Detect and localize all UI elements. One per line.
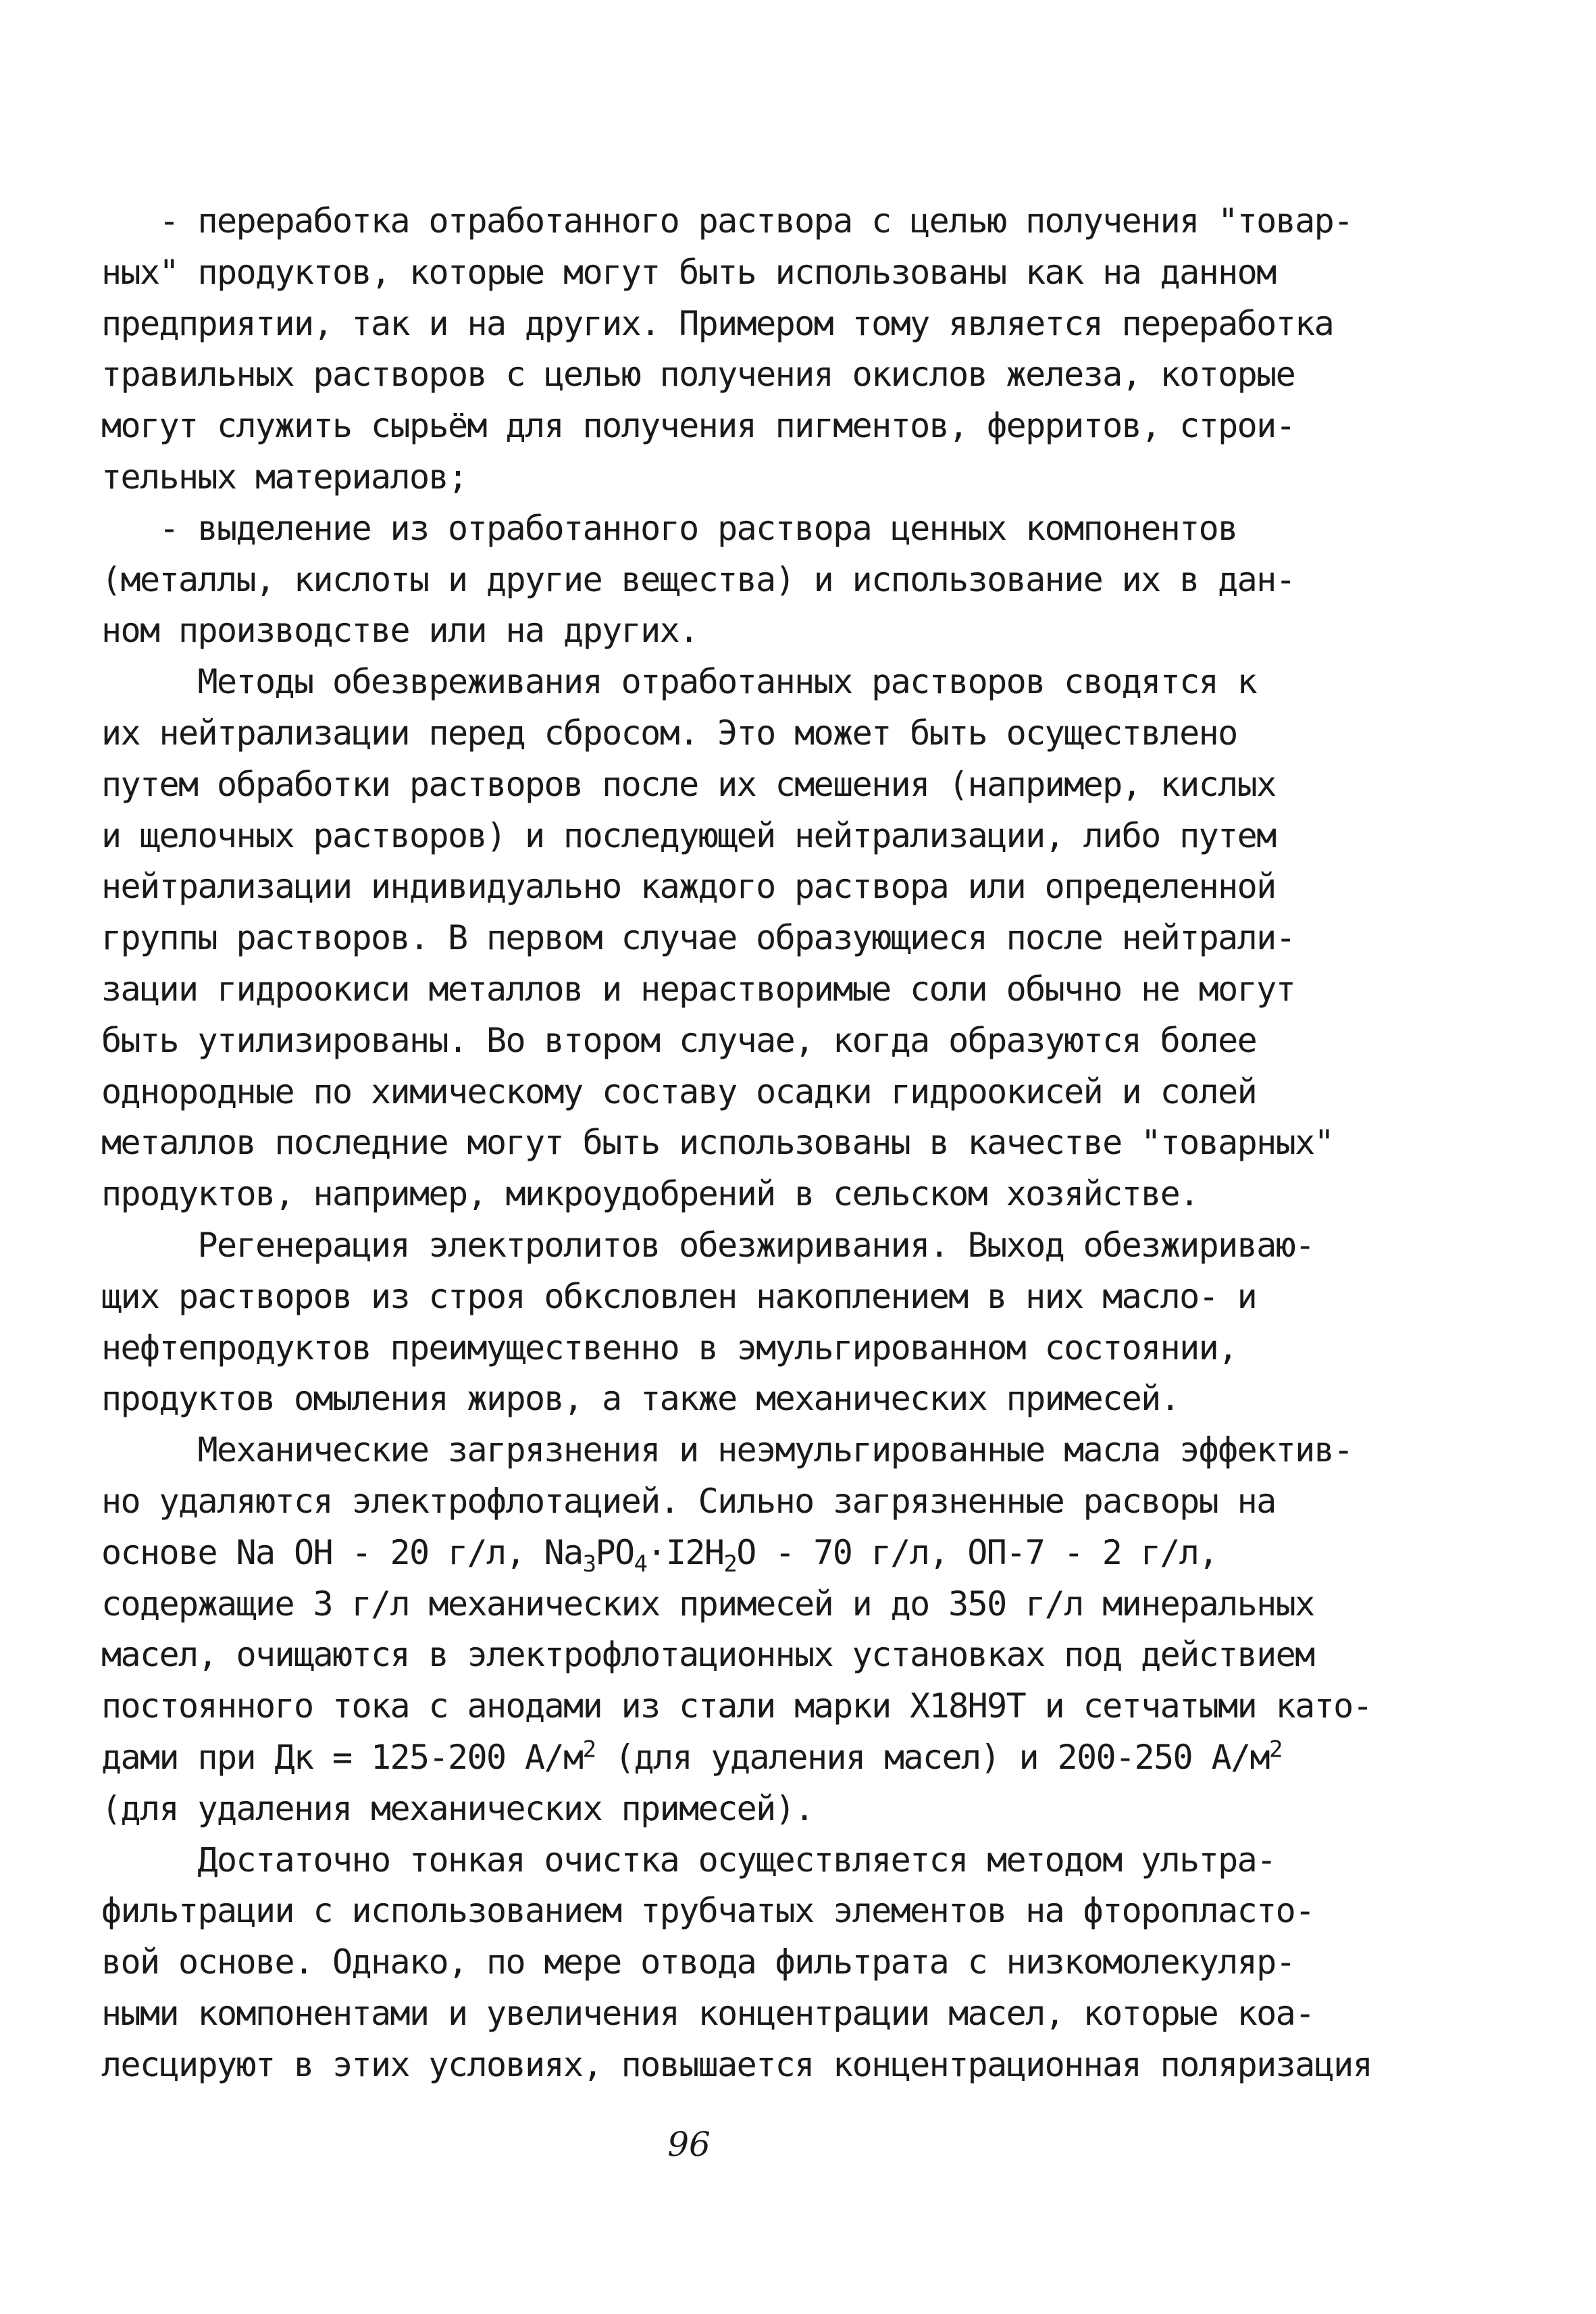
document-body: [101, 196, 1493, 2090]
text-line: группы растворов. В первом случае образующиеся после нейтрали-: [101, 918, 1295, 958]
text-line: Методы обезвреживания отработанных растворов сводятся к: [101, 662, 1257, 702]
text-line: постоянного тока с анодами из стали марки Х18Н9Т и сетчатыми като-: [101, 1686, 1372, 1726]
text-line: тельных материалов;: [101, 457, 467, 497]
text-block-end: [101, 1784, 1493, 2091]
text-line: ном производстве или на других.: [101, 611, 698, 651]
text-line: зации гидроокиси металлов и нерастворимые соли обычно не могут: [101, 969, 1295, 1009]
text-line: (для удаления механических примесей).: [101, 1788, 814, 1828]
text-line: и щелочных растворов) и последующей нейтрализации, либо путем: [101, 815, 1276, 855]
text-block-after-formula: [101, 1579, 1493, 1732]
text-line: содержащие 3 г/л механических примесей и до 350 г/л минеральных: [101, 1584, 1314, 1624]
formula-suffix: O - 70 г/л, ОП-7 - 2 г/л,: [736, 1532, 1218, 1572]
formula-subscript: 2: [723, 1550, 737, 1578]
text-line: их нейтрализации перед сбросом. Это может быть осуществлено: [101, 713, 1237, 753]
text-line: ных" продуктов, которые могут быть использованы как на данном: [101, 252, 1276, 292]
text-line: металлов последние могут быть использованы в качестве "товарных": [101, 1123, 1334, 1163]
text-line: Механические загрязнения и неэмульгированные масла эффектив-: [101, 1430, 1353, 1470]
text-line: однородные по химическому составу осадки гидроокисей и солей: [101, 1072, 1257, 1111]
text-line: продуктов омыления жиров, а также механических примесей.: [101, 1379, 1180, 1419]
text-line: но удаляются электрофлотацией. Сильно загрязненные расворы на: [101, 1481, 1276, 1521]
text-line: фильтрации с использованием трубчатых элементов на фторопласто-: [101, 1891, 1314, 1931]
unit-superscript: 2: [582, 1736, 596, 1763]
text-line: нейтрализации индивидуально каждого раствора или определенной: [101, 867, 1276, 907]
current-prefix: дами при Дк = 125-200 А/м: [101, 1737, 583, 1777]
text-line: ными компонентами и увеличения концентрации масел, которые коа-: [101, 1993, 1314, 2033]
text-line: Достаточно тонкая очистка осуществляется методом ультра-: [101, 1840, 1276, 1880]
text-line: - выделение из отработанного раствора ценных компонентов: [101, 508, 1237, 548]
current-density-line: [101, 1732, 1493, 1784]
text-line: путем обработки растворов после их смешения (например, кислых: [101, 764, 1276, 804]
unit-superscript: 2: [1269, 1736, 1282, 1763]
formula-part: ·I2H: [646, 1532, 724, 1572]
text-line: вой основе. Однако, по мере отвода фильтрата с низкомолекуляр-: [101, 1942, 1295, 1982]
formula-prefix: основе Na OH - 20 г/л, Na: [101, 1532, 583, 1572]
text-line: - переработка отработанного раствора с целью получения "товар-: [101, 201, 1353, 241]
formula-subscript: 3: [582, 1550, 596, 1578]
text-line: щих растворов из строя обксловлен накоплением в них масло- и: [101, 1276, 1257, 1316]
text-block-main: [101, 196, 1493, 1528]
page-number: 96: [667, 2125, 711, 2164]
formula-part: PO: [595, 1532, 634, 1572]
text-line: (металлы, кислоты и другие вещества) и использование их в дан-: [101, 559, 1295, 599]
text-line: Регенерация электролитов обезжиривания. Выход обезжириваю-: [101, 1225, 1314, 1265]
text-line: нефтепродуктов преимущественно в эмульгированном состоянии,: [101, 1328, 1237, 1367]
formula-line: [101, 1528, 1493, 1579]
text-line: лесцируют в этих условиях, повышается концентрационная поляризация: [101, 2044, 1372, 2084]
text-line: быть утилизированы. Во втором случае, когда образуются более: [101, 1020, 1257, 1060]
text-line: могут служить сырьём для получения пигментов, ферритов, строи-: [101, 406, 1295, 446]
text-line: травильных растворов с целью получения окислов железа, которые: [101, 355, 1295, 395]
text-line: продуктов, например, микроудобрений в сельском хозяйстве.: [101, 1174, 1199, 1214]
formula-subscript: 4: [634, 1550, 647, 1578]
current-mid: (для удаления масел) и 200-250 А/м: [595, 1737, 1270, 1777]
text-line: масел, очищаются в электрофлотационных установках под действием: [101, 1635, 1314, 1675]
text-line: предприятии, так и на других. Примером тому является переработка: [101, 303, 1334, 343]
